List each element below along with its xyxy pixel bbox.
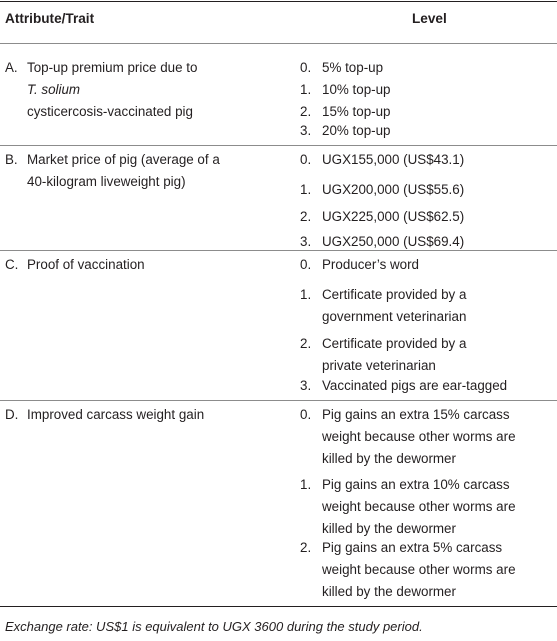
level-text: Vaccinated pigs are ear-tagged xyxy=(322,378,508,393)
level-text: Certificate provided by a xyxy=(322,336,467,351)
attribute-number: D. xyxy=(5,407,19,422)
level-number: 0. xyxy=(300,407,312,422)
level-text: weight because other worms are xyxy=(322,499,516,514)
level-text: government veterinarian xyxy=(322,309,467,324)
level-number: 1. xyxy=(300,477,312,492)
level-text: Pig gains an extra 5% carcass xyxy=(322,540,503,555)
level-text: private veterinarian xyxy=(322,358,436,373)
top-rule xyxy=(0,1,557,2)
level-text: 10% top-up xyxy=(322,82,391,97)
level-number: 1. xyxy=(300,182,312,197)
level-number: 2. xyxy=(300,336,312,351)
level-number: 3. xyxy=(300,234,312,249)
level-text: Pig gains an extra 10% carcass xyxy=(322,477,510,492)
level-text: UGX250,000 (US$69.4) xyxy=(322,234,465,249)
table-footnote: Exchange rate: US$1 is equivalent to UGX 3600 during the study period. xyxy=(5,619,423,634)
level-text: killed by the dewormer xyxy=(322,451,456,466)
row-divider xyxy=(0,250,557,251)
level-text: UGX200,000 (US$55.6) xyxy=(322,182,465,197)
level-text: weight because other worms are xyxy=(322,429,516,444)
level-text: Pig gains an extra 15% carcass xyxy=(322,407,510,422)
level-text: killed by the dewormer xyxy=(322,584,456,599)
level-text: killed by the dewormer xyxy=(322,521,456,536)
attribute-text: cysticercosis-vaccinated pig xyxy=(27,104,193,119)
attribute-text: Market price of pig (average of a xyxy=(27,152,220,167)
attribute-number: A. xyxy=(5,60,18,75)
level-text: weight because other worms are xyxy=(322,562,516,577)
header-rule xyxy=(0,43,557,44)
attribute-text-italic: T. solium xyxy=(27,82,81,97)
level-number: 1. xyxy=(300,287,312,302)
level-number: 0. xyxy=(300,60,312,75)
attribute-text: 40-kilogram liveweight pig) xyxy=(27,174,186,189)
attribute-text: Proof of vaccination xyxy=(27,257,145,272)
level-number: 1. xyxy=(300,82,312,97)
attribute-text: Top-up premium price due to xyxy=(27,60,198,75)
level-number: 3. xyxy=(300,123,312,138)
attribute-number: B. xyxy=(5,152,18,167)
level-text: 15% top-up xyxy=(322,104,391,119)
level-text: 5% top-up xyxy=(322,60,384,75)
level-text: UGX155,000 (US$43.1) xyxy=(322,152,465,167)
row-divider xyxy=(0,400,557,401)
level-number: 0. xyxy=(300,257,312,272)
row-divider xyxy=(0,145,557,146)
level-number: 3. xyxy=(300,378,312,393)
level-text: UGX225,000 (US$62.5) xyxy=(322,209,465,224)
bottom-rule xyxy=(0,606,557,607)
level-number: 2. xyxy=(300,209,312,224)
level-text: Producer’s word xyxy=(322,257,420,272)
level-number: 2. xyxy=(300,540,312,555)
level-text: 20% top-up xyxy=(322,123,391,138)
level-number: 0. xyxy=(300,152,312,167)
attribute-number: C. xyxy=(5,257,19,272)
level-number: 2. xyxy=(300,104,312,119)
level-text: Certificate provided by a xyxy=(322,287,467,302)
attribute-text: Improved carcass weight gain xyxy=(27,407,205,422)
header-level: Level xyxy=(412,11,447,26)
header-attribute: Attribute/Trait xyxy=(5,11,95,26)
